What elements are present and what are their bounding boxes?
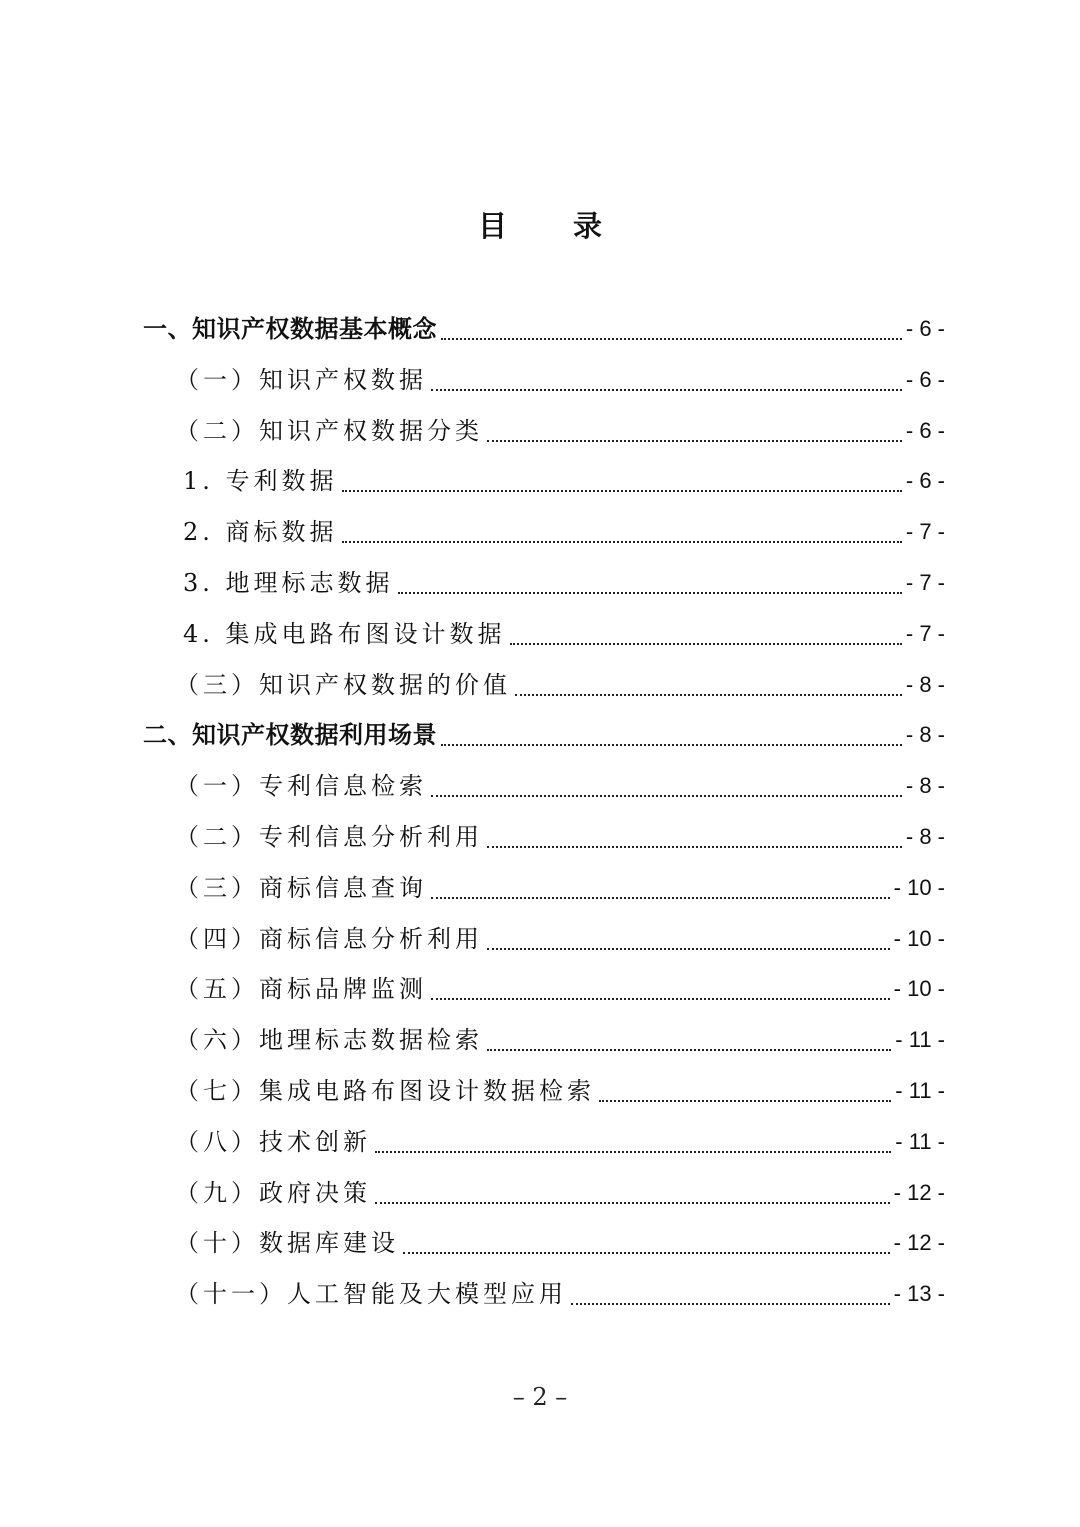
toc-dot-leader <box>441 338 902 340</box>
toc-entry-title: （二）专利信息分析利用 <box>175 823 483 851</box>
page-title: 目 录 <box>477 209 631 243</box>
toc-dot-leader <box>342 490 902 492</box>
toc-entry[interactable] <box>175 1015 945 1063</box>
toc-entry[interactable] <box>175 964 945 1012</box>
toc-dot-leader <box>599 1100 891 1102</box>
toc-dot-leader <box>431 795 902 797</box>
toc-dot-leader <box>515 694 902 696</box>
toc-dot-leader <box>487 948 890 950</box>
toc-entry-page-number: - 13 - <box>893 1281 945 1306</box>
toc-entry-title: 4. 集成电路布图设计数据 <box>183 620 506 648</box>
toc-entry[interactable] <box>175 812 945 860</box>
toc-entry-title: （九）政府决策 <box>175 1179 371 1207</box>
toc-dot-leader <box>431 389 902 391</box>
toc-entry-title: 一、知识产权数据基本概念 <box>143 315 437 343</box>
toc-entry-page-number: - 6 - <box>905 468 945 493</box>
toc-dot-leader <box>571 1303 890 1305</box>
page-number: – 2 – <box>512 1383 568 1411</box>
toc-dot-leader <box>487 1049 891 1051</box>
toc-entry-title: 3. 地理标志数据 <box>183 569 394 597</box>
toc-entry-title: 2. 商标数据 <box>183 518 338 546</box>
toc-entry[interactable] <box>175 1269 945 1317</box>
toc-entry-page-number: - 11 - <box>895 1129 945 1154</box>
toc-entry-title: （一）专利信息检索 <box>175 772 427 800</box>
toc-dot-leader <box>510 643 902 645</box>
toc-entry-title: （四）商标信息分析利用 <box>175 925 483 953</box>
toc-entry-page-number: - 8 - <box>905 824 945 849</box>
toc-entry[interactable] <box>175 406 945 454</box>
toc-entry-page-number: - 6 - <box>905 367 945 392</box>
toc-entry[interactable] <box>143 304 945 352</box>
toc-entry-page-number: - 8 - <box>905 773 945 798</box>
toc-entry[interactable] <box>175 660 945 708</box>
toc-entry-title: （一）知识产权数据 <box>175 366 427 394</box>
toc-entry-title: （八）技术创新 <box>175 1128 371 1156</box>
toc-entry[interactable] <box>175 1218 945 1266</box>
toc-entry[interactable] <box>183 507 945 555</box>
toc-entry-title: （三）知识产权数据的价值 <box>175 671 511 699</box>
toc-entry-title: 二、知识产权数据利用场景 <box>143 721 437 749</box>
toc-dot-leader <box>398 592 902 594</box>
toc-dot-leader <box>487 440 902 442</box>
toc-entry[interactable] <box>183 456 945 504</box>
toc-entry-page-number: - 10 - <box>893 976 945 1001</box>
toc-entry[interactable] <box>183 558 945 606</box>
toc-entry-page-number: - 7 - <box>905 519 945 544</box>
toc-entry-title: （十一）人工智能及大模型应用 <box>175 1280 567 1308</box>
toc-dot-leader <box>403 1252 890 1254</box>
toc-entry-page-number: - 6 - <box>905 316 945 341</box>
toc-dot-leader <box>375 1202 890 1204</box>
toc-entry[interactable] <box>175 1168 945 1216</box>
toc-entry[interactable] <box>175 1117 945 1165</box>
toc-dot-leader <box>487 846 902 848</box>
toc-entry-page-number: - 10 - <box>893 926 945 951</box>
toc-dot-leader <box>431 897 890 899</box>
toc-entry-title: （七）集成电路布图设计数据检索 <box>175 1077 595 1105</box>
toc-entry[interactable] <box>183 609 945 657</box>
toc-entry-page-number: - 11 - <box>895 1027 945 1052</box>
toc-entry-title: 1. 专利数据 <box>183 467 338 495</box>
toc-entry-title: （六）地理标志数据检索 <box>175 1026 483 1054</box>
toc-entry-page-number: - 8 - <box>905 672 945 697</box>
toc-entry-page-number: - 7 - <box>905 621 945 646</box>
toc-entry-title: （十）数据库建设 <box>175 1229 399 1257</box>
toc-entry-page-number: - 8 - <box>905 722 945 747</box>
toc-entry[interactable] <box>175 355 945 403</box>
toc-entry-title: （二）知识产权数据分类 <box>175 417 483 445</box>
toc-entry-page-number: - 6 - <box>905 418 945 443</box>
toc-entry-page-number: - 11 - <box>895 1078 945 1103</box>
toc-entry[interactable] <box>175 863 945 911</box>
toc-entry[interactable] <box>143 710 945 758</box>
toc-entry[interactable] <box>175 914 945 962</box>
toc-entry-page-number: - 12 - <box>893 1230 945 1255</box>
toc-entry-title: （五）商标品牌监测 <box>175 975 427 1003</box>
toc-entry-page-number: - 7 - <box>905 570 945 595</box>
toc-dot-leader <box>375 1151 891 1153</box>
toc-entry[interactable] <box>175 761 945 809</box>
toc-entry[interactable] <box>175 1066 945 1114</box>
toc-entry-page-number: - 12 - <box>893 1180 945 1205</box>
toc-entry-title: （三）商标信息查询 <box>175 874 427 902</box>
toc-dot-leader <box>431 998 890 1000</box>
toc-entry-page-number: - 10 - <box>893 875 945 900</box>
toc-dot-leader <box>342 541 902 543</box>
toc-dot-leader <box>441 744 902 746</box>
